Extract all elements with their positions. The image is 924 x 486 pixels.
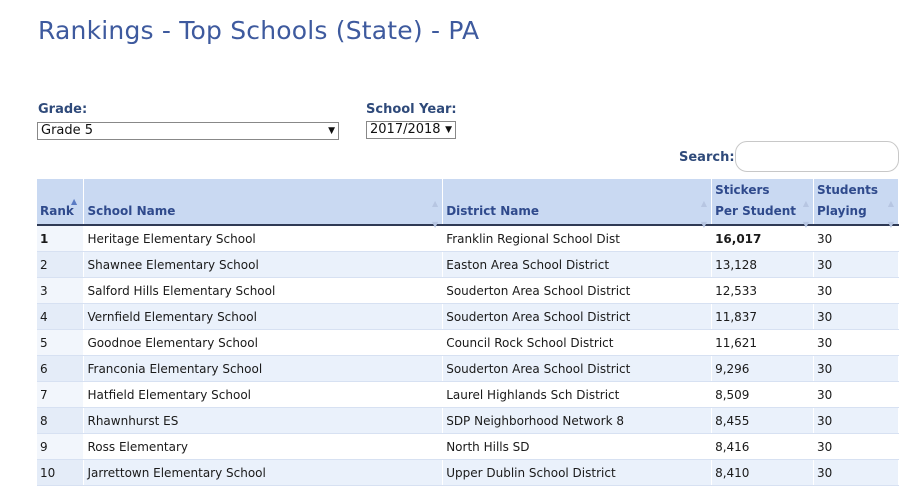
- stickers-cell: 8,455: [712, 408, 814, 434]
- table-row: [37, 356, 899, 382]
- school-name-cell: Vernfield Elementary School: [84, 304, 443, 330]
- rank-cell: 8: [37, 408, 84, 434]
- stickers-cell: 16,017: [712, 225, 814, 252]
- search-input[interactable]: [735, 141, 899, 172]
- students-cell: 30: [813, 252, 898, 278]
- chevron-down-icon: ▼: [328, 126, 335, 136]
- rank-header-label: Rank: [40, 204, 74, 218]
- district-name-cell: Upper Dublin School District: [443, 460, 712, 486]
- students-cell: 30: [813, 278, 898, 304]
- rank-cell: 4: [37, 304, 84, 330]
- rank-cell: 6: [37, 356, 84, 382]
- district-name-cell: Franklin Regional School Dist: [443, 225, 712, 252]
- stickers-cell: 11,621: [712, 330, 814, 356]
- school-year-select[interactable]: [366, 121, 456, 139]
- district-header-label: District Name: [446, 204, 539, 218]
- students-header-label-line1: Students: [816, 183, 879, 197]
- school-year-label: School Year:: [366, 102, 457, 117]
- stickers-header-label-line2: Per Student: [715, 204, 797, 218]
- sort-icon: ▲ ▼: [700, 199, 708, 229]
- stickers-cell: 12,533: [712, 278, 814, 304]
- stickers-cell: 8,416: [712, 434, 814, 460]
- students-cell: 30: [813, 225, 898, 252]
- district-name-cell: Souderton Area School District: [443, 304, 712, 330]
- table-row: [37, 460, 899, 486]
- table-row: [37, 434, 899, 460]
- table-row: [37, 252, 899, 278]
- table-row: [37, 225, 899, 252]
- column-header-students-playing[interactable]: [813, 179, 898, 229]
- column-header-rank[interactable]: [37, 179, 84, 225]
- district-name-cell: Easton Area School District: [443, 252, 712, 278]
- district-name-cell: Council Rock School District: [443, 330, 712, 356]
- school-name-cell: Shawnee Elementary School: [84, 252, 443, 278]
- school-header-label: School Name: [87, 204, 176, 218]
- students-cell: 30: [813, 434, 898, 460]
- school-name-cell: Rhawnhurst ES: [84, 408, 443, 434]
- school-name-cell: Ross Elementary: [84, 434, 443, 460]
- students-cell: 30: [813, 330, 898, 356]
- table-row: [37, 382, 899, 408]
- rank-cell: 1: [37, 225, 84, 252]
- grade-select-value: Grade 5: [41, 123, 94, 138]
- district-name-cell: Laurel Highlands Sch District: [443, 382, 712, 408]
- stickers-cell: 13,128: [712, 252, 814, 278]
- students-header-label-line2: Playing: [816, 204, 867, 218]
- table-row: [37, 330, 899, 356]
- table-row: [37, 304, 899, 330]
- stickers-cell: 9,296: [712, 356, 814, 382]
- rank-cell: 7: [37, 382, 84, 408]
- students-cell: 30: [813, 408, 898, 434]
- school-name-cell: Jarrettown Elementary School: [84, 460, 443, 486]
- school-year-select-value: 2017/2018: [370, 122, 441, 137]
- table-row: [37, 278, 899, 304]
- students-cell: 30: [813, 356, 898, 382]
- page-title: Rankings - Top Schools (State) - PA: [38, 16, 480, 45]
- school-name-cell: Hatfield Elementary School: [84, 382, 443, 408]
- students-cell: 30: [813, 460, 898, 486]
- rank-cell: 3: [37, 278, 84, 304]
- students-cell: 30: [813, 304, 898, 330]
- column-header-district-name[interactable]: [443, 179, 712, 229]
- grade-select[interactable]: [37, 122, 339, 140]
- sort-icon: ▲ ▼: [432, 199, 439, 229]
- school-name-cell: Heritage Elementary School: [84, 225, 443, 252]
- students-cell: 30: [813, 382, 898, 408]
- rank-cell: 10: [37, 460, 84, 486]
- school-name-cell: Salford Hills Elementary School: [84, 278, 443, 304]
- table-row: [37, 408, 899, 434]
- stickers-cell: 8,410: [712, 460, 814, 486]
- rank-cell: 9: [37, 434, 84, 460]
- grade-label: Grade:: [38, 102, 88, 117]
- school-name-cell: Goodnoe Elementary School: [84, 330, 443, 356]
- stickers-header-label-line1: Stickers: [715, 183, 770, 197]
- column-header-school-name[interactable]: [84, 179, 443, 229]
- stickers-cell: 11,837: [712, 304, 814, 330]
- district-name-cell: North Hills SD: [443, 434, 712, 460]
- stickers-cell: 8,509: [712, 382, 814, 408]
- column-header-stickers-per-student[interactable]: [712, 179, 814, 229]
- district-name-cell: SDP Neighborhood Network 8: [443, 408, 712, 434]
- sort-asc-icon: ▲: [71, 197, 78, 206]
- search-label: Search:: [679, 150, 735, 165]
- rank-cell: 2: [37, 252, 84, 278]
- rankings-table: [37, 179, 899, 486]
- table-header-row: [37, 179, 899, 225]
- rank-cell: 5: [37, 330, 84, 356]
- sort-icon: ▲ ▼: [802, 199, 809, 229]
- district-name-cell: Souderton Area School District: [443, 278, 712, 304]
- sort-icon: ▲ ▼: [887, 199, 894, 229]
- school-name-cell: Franconia Elementary School: [84, 356, 443, 382]
- chevron-down-icon: ▼: [445, 125, 452, 135]
- district-name-cell: Souderton Area School District: [443, 356, 712, 382]
